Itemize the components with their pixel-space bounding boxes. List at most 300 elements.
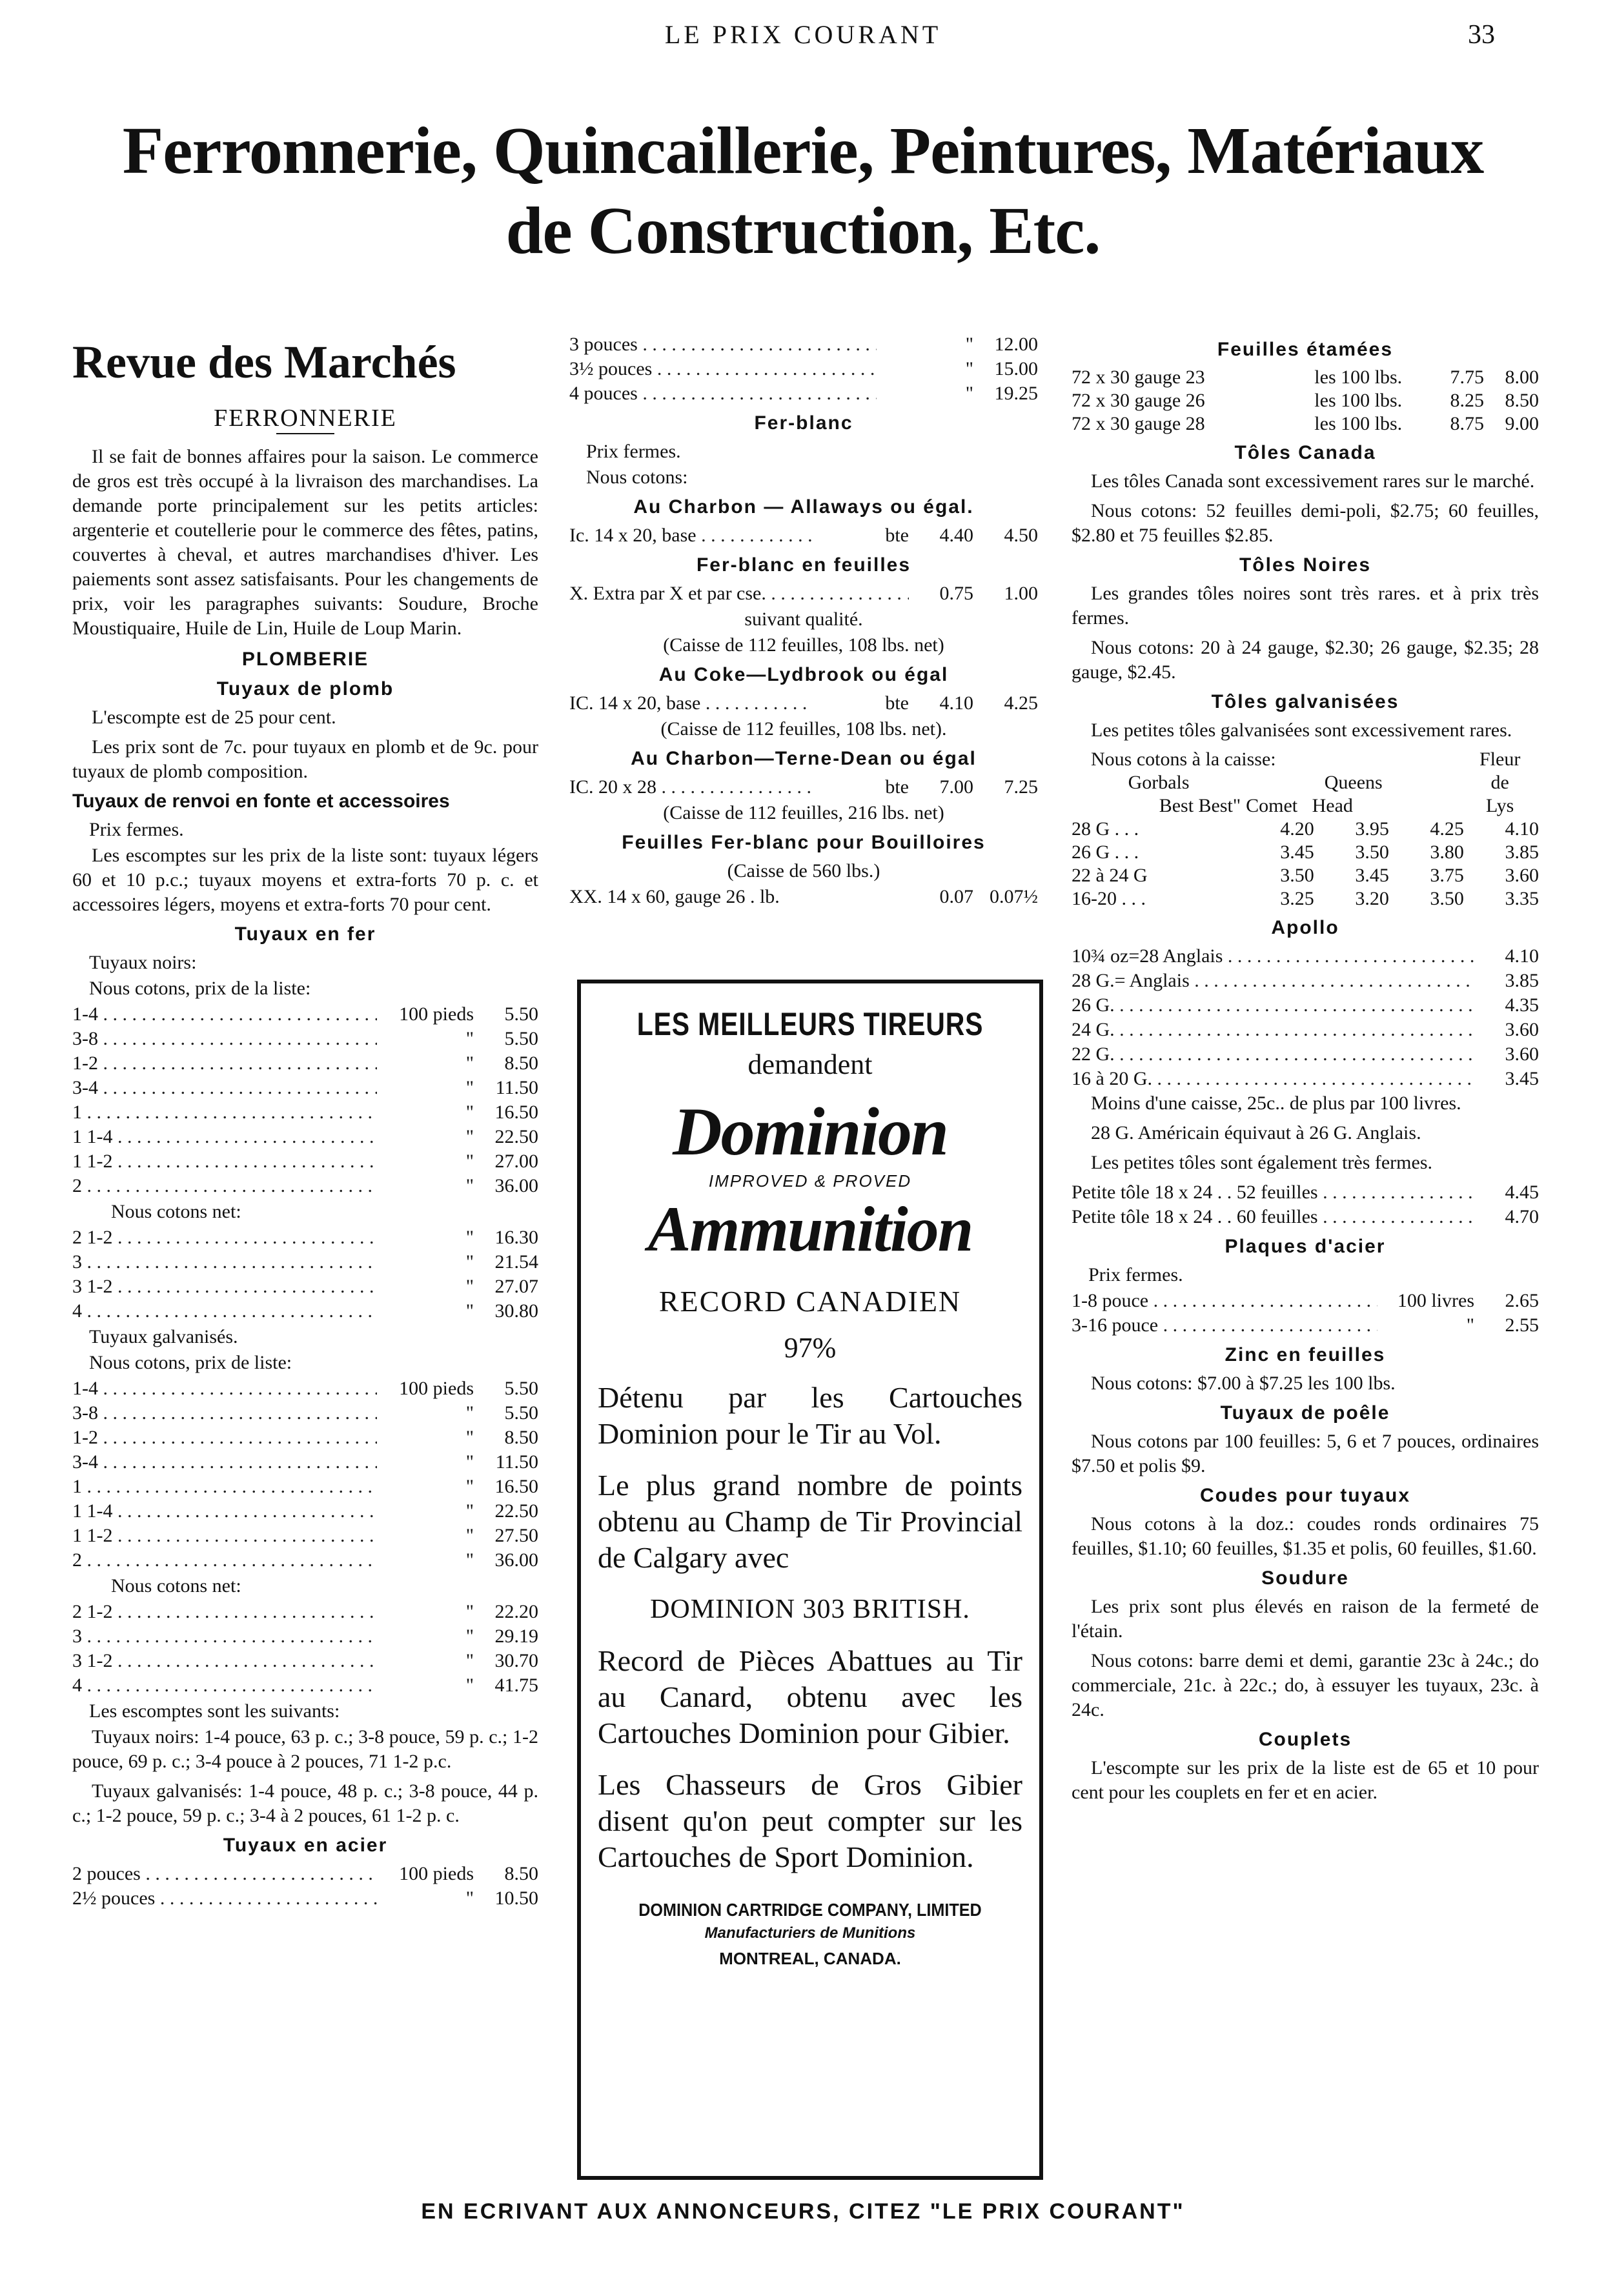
col-head-fleur: Fleur — [1479, 749, 1521, 770]
row-price: 4.10 — [1505, 945, 1539, 967]
table-galvanisees — [1072, 748, 1539, 818]
subheading-tuyaux-acier: Tuyaux en acier — [223, 1835, 388, 1856]
col-head-de: de — [1490, 772, 1509, 793]
row-size: 1 1-2 . . . — [72, 1524, 377, 1548]
price-row — [1072, 1313, 1539, 1338]
table-cell: 3.45 — [1280, 841, 1314, 863]
table-row — [1072, 818, 1539, 841]
subheading-ferblanc: Fer-blanc — [754, 412, 853, 434]
row-price: 15.00 — [994, 358, 1038, 379]
row-price: 2.55 — [1505, 1314, 1539, 1336]
row-size: 3 1-2 . . . — [72, 1649, 377, 1673]
row-price: 36.00 — [494, 1549, 538, 1571]
row-price: 3.85 — [1505, 970, 1539, 991]
table-cell: 22 à 24 G — [1072, 865, 1148, 886]
column-3 — [1072, 332, 1539, 1810]
subheading-charbon-allaways: Au Charbon — Allaways ou égal. — [633, 496, 974, 518]
row-size: 1 . . . — [72, 1100, 377, 1125]
table-cell: 8.50 — [1505, 390, 1539, 411]
row-unit: " — [465, 1549, 474, 1571]
table-cell: 7.75 — [1450, 367, 1485, 388]
price-row — [72, 1051, 538, 1076]
price-row — [72, 1376, 538, 1401]
price-row — [1072, 1067, 1539, 1091]
row-size: 2½ pouces . . . — [72, 1886, 377, 1911]
price-row — [72, 1225, 538, 1250]
main-title-line-2: de Construction, Etc. — [505, 194, 1101, 268]
row-unit: " — [965, 358, 973, 379]
page-number: 33 — [1468, 20, 1495, 50]
table-row — [1072, 864, 1539, 887]
table-row — [1072, 412, 1539, 436]
table-cell: 26 G . . . — [1072, 841, 1139, 863]
price-row-x: X. Extra par X et par cse. . . . 0.75 1.00 — [569, 581, 1038, 606]
table-cell: 3.35 — [1505, 888, 1539, 909]
price-row — [72, 1174, 538, 1198]
row-price: 16.50 — [494, 1476, 538, 1497]
price-list-noirs-net — [72, 1225, 538, 1324]
couplets-text: L'escompte sur les prix de la liste est de 65 et 10 pour cent pour les couplets en fer et en acier. — [1072, 1757, 1539, 1803]
soudure-text-1: Les prix sont plus élevés en raison de la fermeté de l'étain. — [1072, 1596, 1539, 1642]
label-noirs: Tuyaux noirs: — [89, 952, 197, 973]
price-row — [72, 1548, 538, 1573]
row-label: 28 G.= Anglais . . . — [1072, 969, 1474, 993]
row-price: 11.50 — [495, 1451, 538, 1473]
row-unit: 100 pieds — [399, 1378, 474, 1399]
table-cell: 3.60 — [1505, 865, 1539, 886]
caisse-1: (Caisse de 112 feuilles, 108 lbs. net) — [663, 634, 944, 656]
row-size: 4 pouces . . . — [569, 381, 877, 406]
label-galvanises: Tuyaux galvanisés. — [89, 1326, 238, 1347]
subheading-tuyaux-plomb: Tuyaux de plomb — [216, 678, 394, 700]
price-row — [1072, 1018, 1539, 1042]
row-label: 16 à 20 G. . . . — [1072, 1067, 1474, 1091]
ad-record: RECORD CANADIEN — [658, 1285, 962, 1318]
table-cell: les 100 lbs. — [1314, 413, 1403, 434]
row-size: 3-4 . . . — [72, 1076, 377, 1100]
row-unit: " — [465, 1300, 474, 1322]
row-price: 12.00 — [994, 334, 1038, 355]
row-price: 3.60 — [1505, 1019, 1539, 1040]
ad-headline: LES MEILLEURS TIREURS — [636, 1006, 984, 1042]
table-cell: les 100 lbs. — [1314, 367, 1403, 388]
row-price: 29.19 — [494, 1626, 538, 1647]
ad-paragraph-1: Détenu par les Cartouches Dominion pour le Tir au Vol. — [598, 1381, 1022, 1450]
ad-paragraph-3: DOMINION 303 BRITISH. — [650, 1595, 970, 1624]
row-label: 24 G. . . . — [1072, 1018, 1474, 1042]
col-head-gorbals: Gorbals — [1128, 772, 1190, 793]
price-row — [72, 1100, 538, 1125]
col-head-head: Head — [1312, 795, 1353, 816]
price-row — [72, 1649, 538, 1673]
table-cell: 8.00 — [1505, 367, 1539, 388]
row-unit: " — [965, 334, 973, 355]
price-row-ic2: IC. 14 x 20, base . . . bte 4.10 4.25 — [569, 691, 1038, 716]
price-row — [1072, 993, 1539, 1018]
price-row-xx: XX. 14 x 60, gauge 26 . lb. 0.07 0.07½ — [569, 886, 1038, 907]
row-unit: " — [465, 1601, 474, 1622]
row-price: 4.35 — [1505, 994, 1539, 1016]
row-label: Petite tôle 18 x 24 . . 60 feuilles . . . — [1072, 1205, 1474, 1229]
row-price: 8.50 — [504, 1863, 538, 1884]
table-cell: 28 G . . . — [1072, 818, 1139, 840]
caisse-2: (Caisse de 112 feuilles, 108 lbs. net). — [660, 718, 947, 740]
price-row — [1072, 1289, 1539, 1313]
row-unit: " — [465, 1451, 474, 1473]
row-unit: " — [465, 1077, 474, 1098]
row-price: 27.00 — [494, 1151, 538, 1172]
row-size: 2 1-2 . . . — [72, 1225, 377, 1250]
subheading-renvoi: Tuyaux de renvoi en fonte et accessoires — [72, 791, 450, 812]
subheading-plaques: Plaques d'acier — [1225, 1236, 1386, 1257]
row-size: 1 1-4 . . . — [72, 1125, 377, 1149]
price-row — [72, 1027, 538, 1051]
row-price: 30.70 — [494, 1650, 538, 1671]
row-price: 3.60 — [1505, 1043, 1539, 1065]
row-price: 41.75 — [494, 1675, 538, 1696]
row-price: 22.50 — [494, 1500, 538, 1522]
row-unit: " — [465, 1525, 474, 1546]
price-row — [72, 1886, 538, 1911]
prix-fermes-2: Prix fermes. — [586, 441, 681, 462]
table-galv-prices — [1072, 818, 1539, 911]
row-size: 1-4 . . . — [72, 1002, 377, 1027]
row-price: 30.80 — [494, 1300, 538, 1322]
table-cell: 3.80 — [1430, 841, 1464, 863]
label-escomptes: Les escomptes sont les suivants: — [89, 1700, 340, 1722]
row-price: 8.50 — [504, 1427, 538, 1448]
row-price: 16.50 — [494, 1102, 538, 1123]
escompte-plomb: L'escompte est de 25 pour cent. — [92, 707, 336, 728]
canada-text: Les tôles Canada sont excessivement rares sur le marché. — [1091, 470, 1535, 492]
price-row — [72, 1475, 538, 1499]
table-cell: 3.85 — [1505, 841, 1539, 863]
row-price: 16.30 — [494, 1227, 538, 1248]
price-row — [72, 1624, 538, 1649]
price-list-pouces — [569, 332, 1038, 406]
row-unit: " — [465, 1650, 474, 1671]
prix-fermes: Prix fermes. — [89, 819, 184, 840]
row-unit: " — [465, 1276, 474, 1297]
table-cell: 4.25 — [1430, 818, 1464, 840]
row-price: 5.50 — [504, 1003, 538, 1025]
column-1 — [72, 332, 538, 1911]
apollo-text-1: Moins d'une caisse, 25c.. de plus par 100 livres. — [1091, 1093, 1461, 1114]
price-row — [72, 1524, 538, 1548]
canada-cotons: Nous cotons: 52 feuilles demi-poli, $2.75; 60 feuilles, $2.80 et 75 feuilles $2.85. — [1072, 500, 1539, 546]
table-cell: les 100 lbs. — [1314, 390, 1403, 411]
subheading-etamees: Feuilles étamées — [1217, 339, 1394, 360]
row-size: 3 1-2 . . . — [72, 1274, 377, 1299]
table-cell: 9.00 — [1505, 413, 1539, 434]
footer-notice: EN ECRIVANT AUX ANNONCEURS, CITEZ "LE PRIX COURANT" — [421, 2199, 1185, 2224]
row-size: 1 . . . — [72, 1475, 377, 1499]
galv-cotons: Nous cotons à la caisse: — [1091, 749, 1276, 770]
row-price: 22.50 — [494, 1126, 538, 1147]
ad-manufacturer: Manufacturiers de Munitions — [704, 1924, 916, 1942]
row-size: 1 1-2 . . . — [72, 1149, 377, 1174]
row-label: 10¾ oz=28 Anglais . . . — [1072, 944, 1474, 969]
row-size: 3 . . . — [72, 1250, 377, 1274]
subheading-apollo: Apollo — [1271, 917, 1339, 938]
table-cell: 4.10 — [1505, 818, 1539, 840]
price-list-galv-net — [72, 1600, 538, 1698]
subheading-coudes: Coudes pour tuyaux — [1199, 1485, 1411, 1506]
row-price: 10.50 — [494, 1888, 538, 1909]
price-list-petite — [1072, 1180, 1539, 1229]
table-cell: 3.75 — [1430, 865, 1464, 886]
row-price: 27.50 — [494, 1525, 538, 1546]
soudure-text-2: Nous cotons: barre demi et demi, garantie 23c à 24c.; do commerciale, 21c. à 22c.; do, à essuyer les tuyaux, 23c. à 24c. — [1072, 1650, 1539, 1720]
price-row — [72, 1499, 538, 1524]
row-unit: " — [465, 1227, 474, 1248]
apollo-text-3: Les petites tôles sont également très fermes. — [1091, 1152, 1432, 1173]
price-row — [1072, 944, 1539, 969]
subheading-bouilloires: Feuilles Fer-blanc pour Bouilloires — [622, 832, 986, 853]
coudes-text: Nous cotons à la doz.: coudes ronds ordinaires 75 feuilles, $1.10; 60 feuilles, $1.35 et polis, 60 feuilles, $1.60. — [1072, 1513, 1539, 1559]
row-size: 1-8 pouce . . . — [1072, 1289, 1377, 1313]
table-cell: 3.50 — [1355, 841, 1389, 863]
col-head-comet: Comet — [1246, 795, 1298, 816]
table-cell: 3.45 — [1355, 865, 1389, 886]
row-size: 4 . . . — [72, 1673, 377, 1698]
nous-cotons-2: Nous cotons: — [586, 467, 688, 488]
label-cotons-net: Nous cotons net: — [111, 1201, 241, 1222]
row-unit: " — [465, 1427, 474, 1448]
ad-brand-dominion: Dominion — [673, 1094, 948, 1169]
row-unit: 100 pieds — [399, 1003, 474, 1025]
label-galv-cotons: Nous cotons, prix de liste: — [89, 1352, 292, 1373]
subheading-couplets: Couplets — [1258, 1729, 1352, 1750]
price-row — [72, 1274, 538, 1299]
row-unit: " — [465, 1402, 474, 1424]
row-unit: " — [465, 1175, 474, 1196]
subheading-zinc: Zinc en feuilles — [1225, 1344, 1386, 1365]
row-price: 4.45 — [1505, 1182, 1539, 1203]
galv-text: Les petites tôles galvanisées sont excessivement rares. — [1091, 720, 1512, 741]
row-unit: 100 pieds — [399, 1863, 474, 1884]
ad-company: DOMINION CARTRIDGE COMPANY, LIMITED — [638, 1900, 982, 1920]
journal-title: LE PRIX COURANT — [664, 20, 942, 49]
suivant-qualite: suivant qualité. — [744, 609, 863, 630]
row-size: 4 . . . — [72, 1299, 377, 1324]
table-etamees — [1072, 366, 1539, 436]
price-row — [72, 1250, 538, 1274]
label-galv-net: Nous cotons net: — [111, 1575, 241, 1596]
table-cell: 4.20 — [1280, 818, 1314, 840]
subheading-feuilles: Fer-blanc en feuilles — [696, 554, 911, 576]
label-cotons-liste: Nous cotons, prix de la liste: — [89, 978, 311, 999]
advertisement-dominion — [577, 980, 1043, 2180]
row-size: 1-4 . . . — [72, 1376, 377, 1401]
row-label: 22 G. . . . — [1072, 1042, 1474, 1067]
row-price: 4.70 — [1505, 1206, 1539, 1227]
row-unit: 100 livres — [1397, 1290, 1474, 1311]
price-row — [72, 1125, 538, 1149]
intro-paragraph: Il se fait de bonnes affaires pour la saison. Le commerce de gros est très occupé à la livraison des marchandises. La demande porte principalement sur les petits articles: argenterie et coutellerie pour le commerce des fêtes, patins, couvertes à cheval, et autres marchandises d'hiver. Les paiements sont assez satisfaisants. Pour les changements de prix, voir les paragraphes suivants: Soudure, Broche Moustiquaire, Huile de Lin, Huile de Loup Marin. — [72, 446, 538, 639]
zinc-text: Nous cotons: $7.00 à $7.25 les 100 lbs. — [1091, 1373, 1396, 1394]
ad-brand-ammunition: Ammunition — [647, 1193, 973, 1265]
price-list-plaques — [1072, 1289, 1539, 1338]
row-size: 3 pouces . . . — [569, 332, 877, 357]
row-size: 3 . . . — [72, 1624, 377, 1649]
caisse-3: (Caisse de 112 feuilles, 216 lbs. net) — [663, 802, 944, 823]
price-row — [72, 1862, 538, 1886]
table-cell: 3.20 — [1355, 888, 1389, 909]
table-cell: 3.50 — [1280, 865, 1314, 886]
main-title-line-1: Ferronnerie, Quincaillerie, Peintures, Matériaux — [122, 114, 1484, 188]
divider — [276, 433, 334, 434]
subheading-tuyaux-fer: Tuyaux en fer — [234, 923, 376, 945]
heading-ferronnerie: FERRONNERIE — [214, 405, 397, 432]
table-cell: 72 x 30 gauge 26 — [1072, 390, 1205, 411]
running-head — [0, 19, 1606, 58]
renvoi-text: Les escomptes sur les prix de la liste sont: tuyaux légers 60 et 10 p.c.; tuyaux moyens et extra-forts 70 p. c. et accessoires légers, moyens et extra-forts 70 pour cent. — [72, 845, 538, 915]
row-size: 2 . . . — [72, 1548, 377, 1573]
row-unit: " — [465, 1251, 474, 1273]
row-price: 5.50 — [504, 1028, 538, 1049]
row-unit: " — [465, 1476, 474, 1497]
row-size: 3-16 pouce . . . — [1072, 1313, 1377, 1338]
row-price: 22.20 — [494, 1601, 538, 1622]
col-head-best: Best Best" — [1159, 795, 1241, 816]
row-unit: " — [465, 1888, 474, 1909]
row-price: 8.50 — [504, 1052, 538, 1074]
table-row — [1072, 389, 1539, 412]
col-head-lys: Lys — [1485, 795, 1514, 816]
ad-tagline: IMPROVED & PROVED — [708, 1171, 912, 1191]
row-unit: " — [965, 383, 973, 404]
subheading-coke: Au Coke—Lydbrook ou égal — [658, 664, 949, 685]
row-unit: " — [465, 1675, 474, 1696]
table-cell: 72 x 30 gauge 28 — [1072, 413, 1205, 434]
row-unit: " — [465, 1626, 474, 1647]
price-row — [72, 1600, 538, 1624]
price-list-acier — [72, 1862, 538, 1911]
ad-paragraph-2: Le plus grand nombre de points obtenu au Champ de Tir Provincial de Calgary avec — [598, 1469, 1022, 1574]
row-unit: " — [465, 1126, 474, 1147]
prix-plomb: Les prix sont de 7c. pour tuyaux en plomb et de 9c. pour tuyaux de plomb composition. — [72, 736, 538, 782]
poele-text: Nous cotons par 100 feuilles: 5, 6 et 7 pouces, ordinaires $7.50 et polis $9. — [1072, 1431, 1539, 1476]
table-cell: 3.95 — [1355, 818, 1389, 840]
row-price: 27.07 — [494, 1276, 538, 1297]
table-row — [1072, 887, 1539, 911]
price-row — [569, 381, 1038, 406]
subheading-soudure: Soudure — [1261, 1567, 1349, 1589]
price-row — [569, 357, 1038, 381]
row-size: 3-8 . . . — [72, 1401, 377, 1425]
row-unit: " — [465, 1028, 474, 1049]
row-price: 3.45 — [1505, 1068, 1539, 1089]
price-row — [72, 1299, 538, 1324]
heading-plomberie: PLOMBERIE — [241, 649, 369, 670]
price-row-ic3: IC. 20 x 28 . . . bte 7.00 7.25 — [569, 775, 1038, 800]
price-row — [1072, 1205, 1539, 1229]
subheading-noires: Tôles Noires — [1239, 554, 1372, 576]
row-label: Petite tôle 18 x 24 . . 52 feuilles . . . — [1072, 1180, 1474, 1205]
row-size: 1-2 . . . — [72, 1051, 377, 1076]
noires-text: Les grandes tôles noires sont très rares. et à prix très fermes. — [1072, 583, 1539, 629]
table-cell: 3.50 — [1430, 888, 1464, 909]
price-list-apollo — [1072, 944, 1539, 1091]
price-row-ic1: Ic. 14 x 20, base . . . bte 4.40 4.50 — [569, 523, 1038, 548]
column-2 — [569, 332, 1038, 909]
row-price: 5.50 — [504, 1402, 538, 1424]
row-size: 1 1-4 . . . — [72, 1499, 377, 1524]
table-cell: 8.75 — [1450, 413, 1485, 434]
table-cell: 8.25 — [1450, 390, 1485, 411]
price-row — [72, 1425, 538, 1450]
subheading-canada: Tôles Canada — [1234, 442, 1376, 463]
row-price: 21.54 — [494, 1251, 538, 1273]
ad-paragraph-5: Les Chasseurs de Gros Gibier disent qu'on peut compter sur les Cartouches de Sport Dominion. — [598, 1768, 1022, 1873]
row-size: 3-8 . . . — [72, 1027, 377, 1051]
row-price: 2.65 — [1505, 1290, 1539, 1311]
row-unit: " — [465, 1052, 474, 1074]
row-size: 2 pouces . . . — [72, 1862, 377, 1886]
ad-paragraph-4: Record de Pièces Abattues au Tir au Canard, obtenu avec les Cartouches Dominion pour Gibier. — [598, 1644, 1022, 1749]
price-row — [1072, 969, 1539, 993]
col-head-queens: Queens — [1324, 772, 1383, 793]
row-unit: " — [1466, 1314, 1474, 1336]
ad-city: MONTREAL, CANADA. — [719, 1949, 901, 1968]
row-unit: " — [465, 1151, 474, 1172]
row-size: 3-4 . . . — [72, 1450, 377, 1475]
table-cell: 16-20 . . . — [1072, 888, 1146, 909]
main-title — [58, 111, 1548, 271]
price-row — [1072, 1042, 1539, 1067]
row-unit: " — [465, 1102, 474, 1123]
price-row — [569, 332, 1038, 357]
plaques-fermes: Prix fermes. — [1088, 1264, 1183, 1285]
noires-cotons: Nous cotons: 20 à 24 gauge, $2.30; 26 gauge, $2.35; 28 gauge, $2.45. — [1072, 637, 1539, 683]
table-row — [1072, 841, 1539, 864]
row-size: 3½ pouces . . . — [569, 357, 877, 381]
row-size: 2 . . . — [72, 1174, 377, 1198]
row-price: 11.50 — [495, 1077, 538, 1098]
row-size: 2 1-2 . . . — [72, 1600, 377, 1624]
row-size: 1-2 . . . — [72, 1425, 377, 1450]
price-list-noirs — [72, 1002, 538, 1198]
caisse-4: (Caisse de 560 lbs.) — [727, 860, 880, 881]
subheading-terne: Au Charbon—Terne-Dean ou égal — [631, 748, 977, 769]
row-label: 26 G. . . . — [1072, 993, 1474, 1018]
row-price: 5.50 — [504, 1378, 538, 1399]
ad-demandent: demandent — [747, 1049, 873, 1080]
price-row — [1072, 1180, 1539, 1205]
section-title-revue: Revue des Marchés — [72, 336, 456, 388]
price-row — [72, 1149, 538, 1174]
escomptes-noirs: Tuyaux noirs: 1-4 pouce, 63 p. c.; 3-8 pouce, 59 p. c.; 1-2 pouce, 69 p. c.; 3-4 pouce à 2 pouces, 71 1-2 p.c. — [72, 1726, 538, 1772]
price-row — [72, 1673, 538, 1698]
row-price: 19.25 — [994, 383, 1038, 404]
price-row — [72, 1401, 538, 1425]
subheading-galvanisees: Tôles galvanisées — [1211, 691, 1399, 712]
price-row — [72, 1450, 538, 1475]
table-cell: 72 x 30 gauge 23 — [1072, 367, 1205, 388]
price-list-galv — [72, 1376, 538, 1573]
table-row — [1072, 366, 1539, 389]
subheading-poele: Tuyaux de poêle — [1220, 1402, 1390, 1424]
table-cell: 3.25 — [1280, 888, 1314, 909]
row-price: 36.00 — [494, 1175, 538, 1196]
ad-percentage: 97% — [784, 1332, 837, 1364]
apollo-text-2: 28 G. Américain équivaut à 26 G. Anglais. — [1091, 1122, 1421, 1143]
price-row — [72, 1076, 538, 1100]
row-unit: " — [465, 1500, 474, 1522]
escomptes-galv: Tuyaux galvanisés: 1-4 pouce, 48 p. c.; 3-8 pouce, 44 p. c.; 1-2 pouce, 59 p. c.; 3-4 à 2 pouces, 61 1-2 p. c. — [72, 1780, 538, 1826]
price-row — [72, 1002, 538, 1027]
